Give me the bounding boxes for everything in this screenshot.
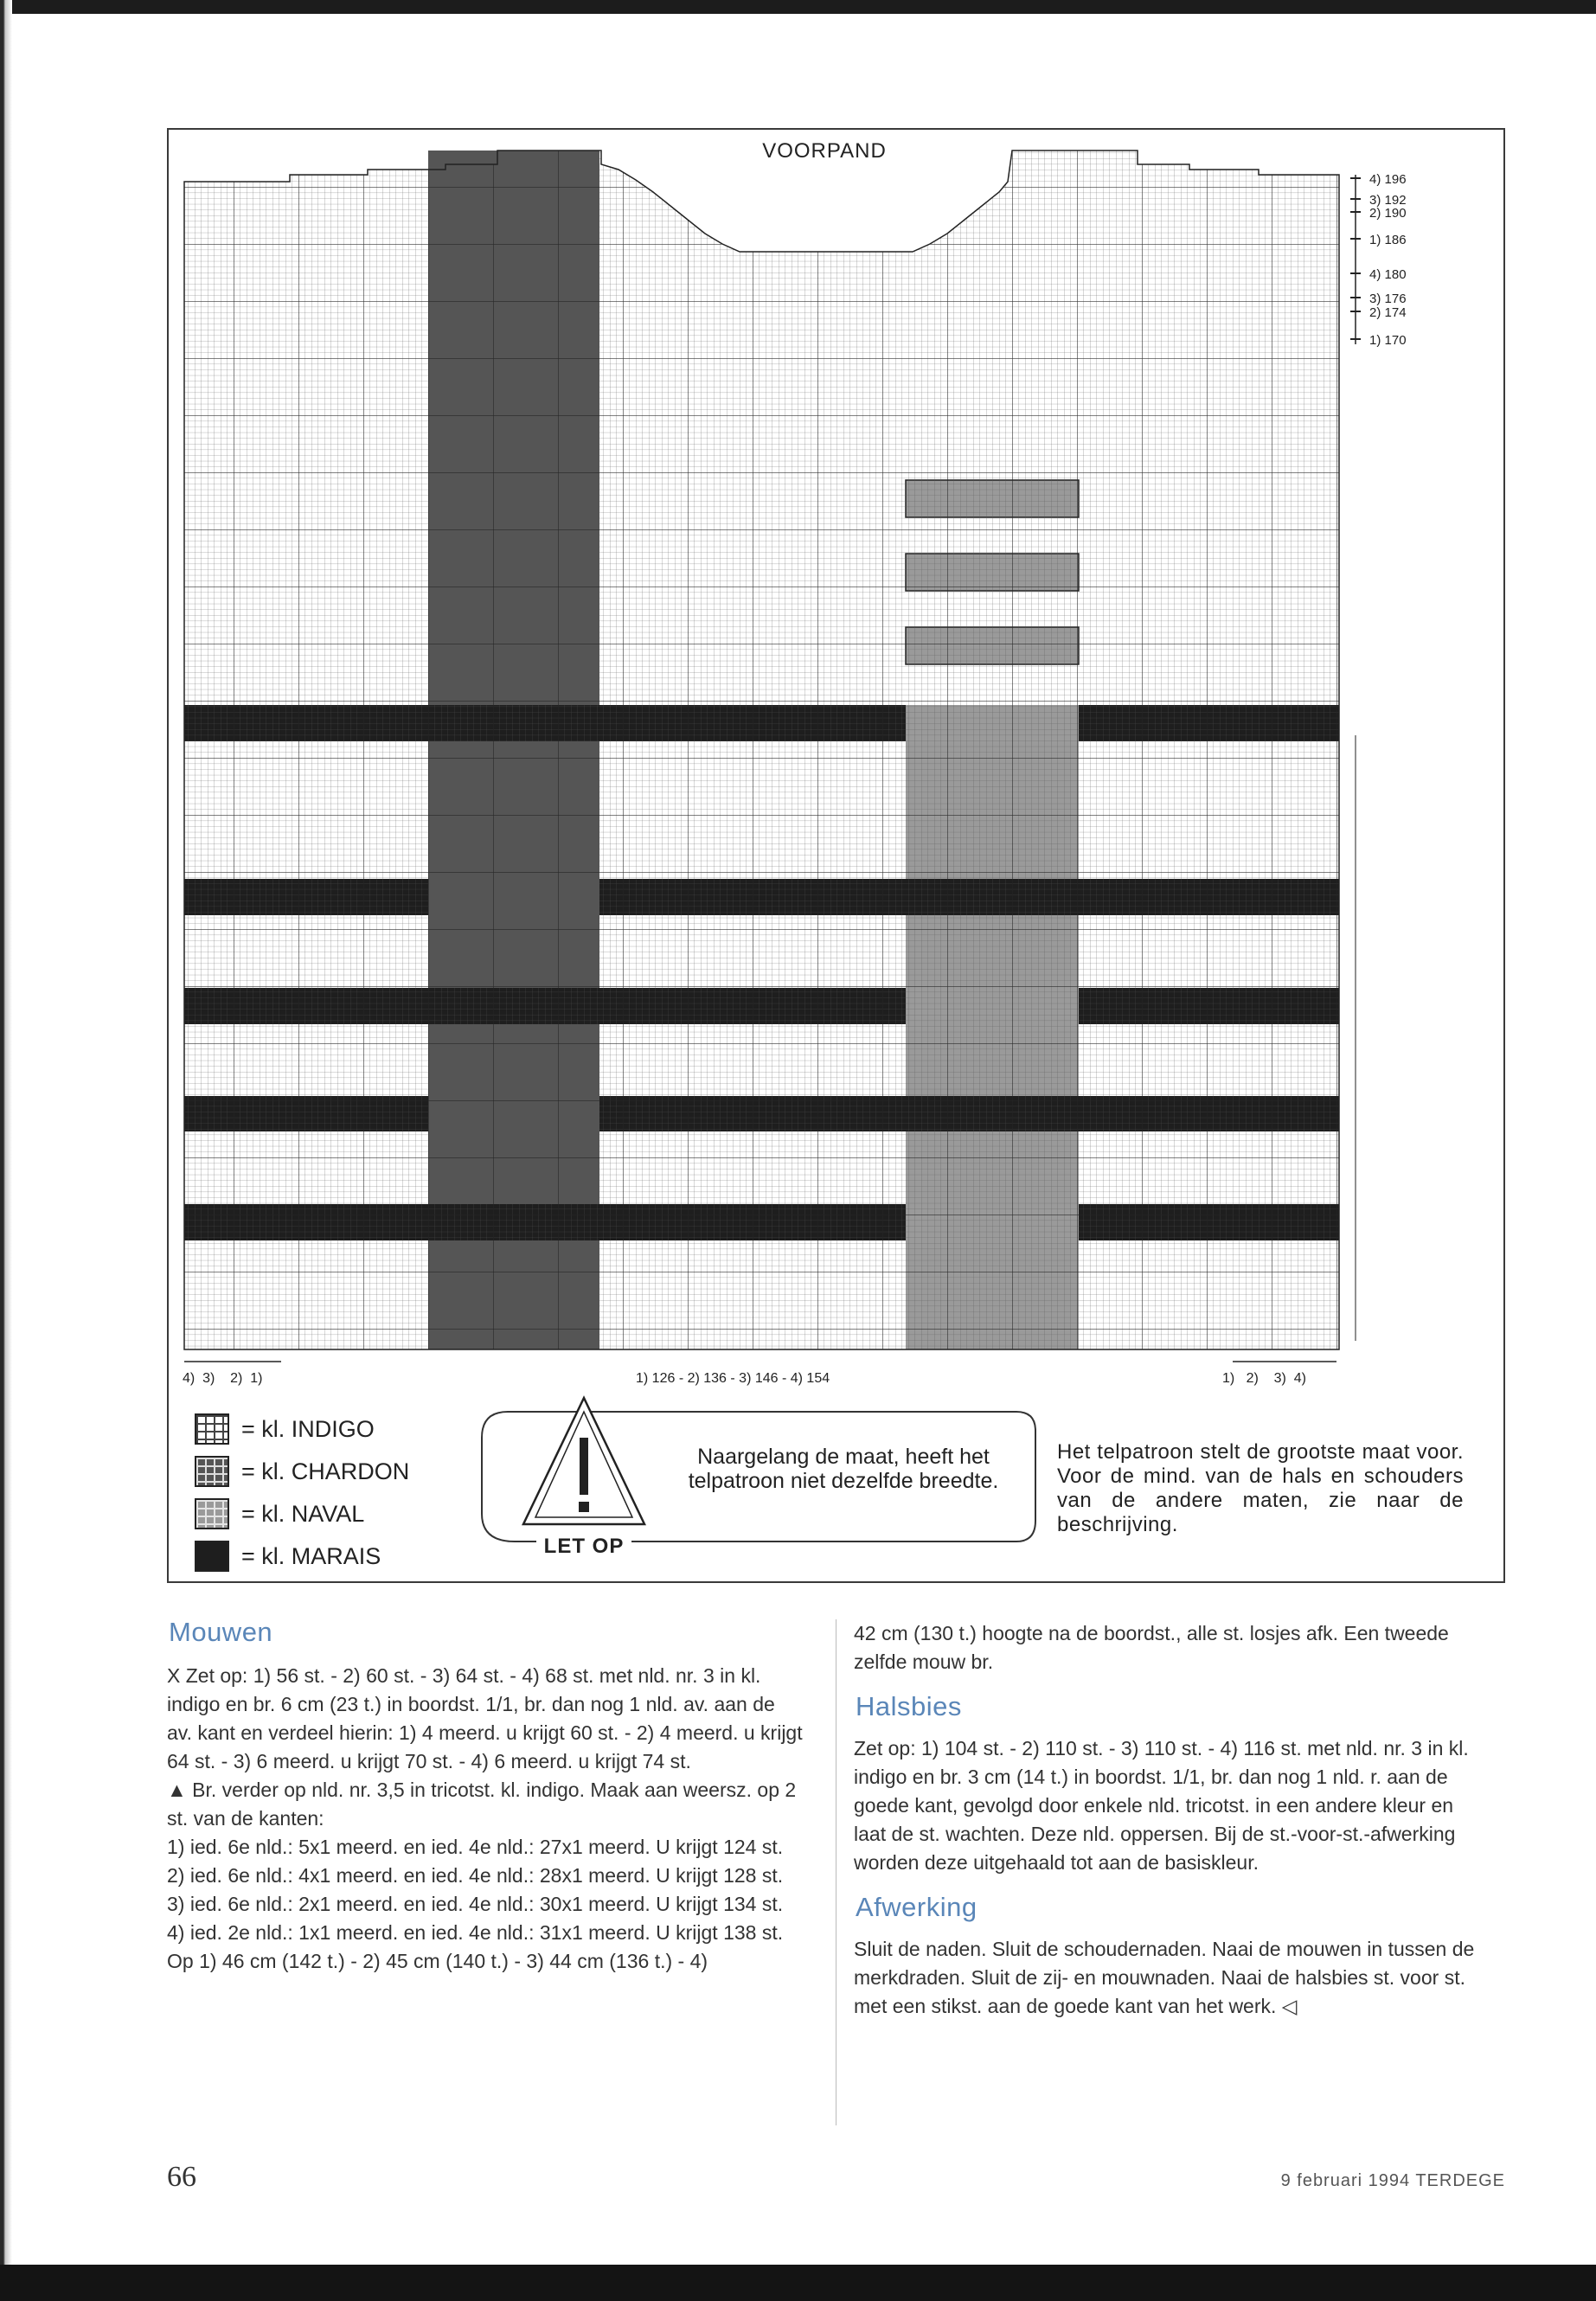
knitting-chart [169, 130, 1503, 1581]
warning-label: LET OP [536, 1535, 631, 1559]
issue-date: 9 februari 1994 TERDEGE [1280, 2171, 1505, 2190]
mouwen-section [167, 1618, 803, 1976]
mouwen-paragraph: 2) ied. 6e nld.: 4x1 meerd. en ied. 4e nld.: 28x1 meerd. U krijgt 128 st. [167, 1864, 784, 1887]
afwerking-text: Sluit de naden. Sluit de schoudernaden. Naai de mouwen in tussen de merkdraden. Sluit de zij- en mouwnaden. Naai de halsbies st. voor st. met een stikst. aan de goede kant van het werk. ◁ [854, 1938, 1475, 2017]
warning-callout [480, 1393, 1038, 1558]
legend-item-marais [195, 1539, 381, 1574]
legend-label-naval: = kl. NAVAL [241, 1500, 365, 1527]
mouwen-paragraph: 1) ied. 6e nld.: 5x1 meerd. en ied. 4e nld.: 27x1 meerd. U krijgt 124 st. [167, 1836, 784, 1858]
size-marker-1-186: 1) 186 [1369, 233, 1407, 247]
size-marker-4-180: 4) 180 [1369, 267, 1407, 282]
mouwen-paragraph: Op 1) 46 cm (142 t.) - 2) 45 cm (140 t.) - 3) 44 cm (136 t.) - 4) [167, 1950, 708, 1972]
afwerking-heading: Afwerking [856, 1892, 977, 1922]
halsbies-text: Zet op: 1) 104 st. - 2) 110 st. - 3) 110 st. - 4) 116 st. met nld. nr. 3 in kl. indigo en br. 3 cm (14 t.) in boordst. 1/1, br. dan nog 1 nld. r. aan de goede kant, gevolgd door enkele nld. tricotst. in een andere kleur en laat de st. wachten. Deze nld. oppersen. Bij de st.-voor-st.-afwerking worden deze uitgehaald tot aan de basiskleur. [854, 1737, 1469, 1874]
size-marker-2-190: 2) 190 [1369, 206, 1407, 221]
legend-item-indigo [195, 1412, 375, 1446]
legend-label-indigo: = kl. INDIGO [241, 1415, 375, 1442]
page-number: 66 [167, 2161, 196, 2193]
warning-text: Naargelang de maat, heeft het telpatroon niet dezelfde breedte. [688, 1445, 999, 1493]
bottom-center-stitch-counts: 1) 126 - 2) 136 - 3) 146 - 4) 154 [636, 1371, 830, 1386]
scan-edge-top [0, 0, 1596, 14]
right-column [854, 1619, 1481, 2021]
bottom-right-size-labels: 1) 2) 3) 4) [1222, 1371, 1306, 1386]
size-marker-1-170: 1) 170 [1369, 333, 1407, 348]
size-marker-3-192: 3) 192 [1369, 193, 1407, 208]
chart-grid-major [184, 151, 1339, 1349]
size-marker-3-176: 3) 176 [1369, 292, 1407, 306]
mouwen-paragraph: 4) ied. 2e nld.: 1x1 meerd. en ied. 4e nld.: 31x1 meerd. U krijgt 138 st. [167, 1921, 784, 1944]
mouwen-paragraph: 3) ied. 6e nld.: 2x1 meerd. en ied. 4e nld.: 30x1 meerd. U krijgt 134 st. [167, 1893, 784, 1915]
halsbies-heading: Halsbies [856, 1691, 962, 1721]
scan-edge-left [0, 0, 12, 2301]
pattern-note: Het telpatroon stelt de grootste maat voor. Voor de mind. van de hals en schouders van de andere maten, zie naar de beschrijving. [1057, 1440, 1464, 1536]
scan-edge-bottom [0, 2265, 1596, 2301]
size-marker-2-174: 2) 174 [1369, 305, 1407, 320]
chardon-swatch-icon [195, 1456, 229, 1487]
size-marker-4-196: 4) 196 [1369, 172, 1407, 187]
legend-item-chardon [195, 1454, 409, 1489]
legend-label-chardon: = kl. CHARDON [241, 1458, 410, 1484]
mouwen-continued: 42 cm (130 t.) hoogte na de boordst., alle st. losjes afk. Een tweede zelfde mouw br. [854, 1622, 1449, 1673]
legend-item-naval [195, 1497, 364, 1531]
knitting-chart-panel [167, 128, 1505, 1583]
mouwen-paragraph: ▲ Br. verder op nld. nr. 3,5 in tricotst. kl. indigo. Maak aan weersz. op 2 st. van de kanten: [167, 1779, 797, 1830]
mouwen-paragraph: X Zet op: 1) 56 st. - 2) 60 st. - 3) 64 st. - 4) 68 st. met nld. nr. 3 in kl. indigo en br. 6 cm (23 t.) in boordst. 1/1, br. dan nog 1 nld. av. aan de av. kant en verdeel hierin: 1) 4 meerd. u krijgt 60 st. - 2) 4 meerd. u krijgt 64 st. - 3) 6 meerd. u krijgt 70 st. - 4) 6 meerd. u krijgt 74 st. [167, 1664, 803, 1772]
warning-triangle-icon [523, 1398, 644, 1524]
chart-title: VOORPAND [762, 139, 887, 163]
naval-swatch-icon [195, 1498, 229, 1529]
marais-swatch-icon [195, 1541, 229, 1572]
bottom-left-size-labels: 4) 3) 2) 1) [183, 1371, 263, 1386]
legend-label-marais: = kl. MARAIS [241, 1542, 381, 1569]
indigo-swatch-icon [195, 1413, 229, 1445]
mouwen-heading: Mouwen [169, 1617, 273, 1647]
